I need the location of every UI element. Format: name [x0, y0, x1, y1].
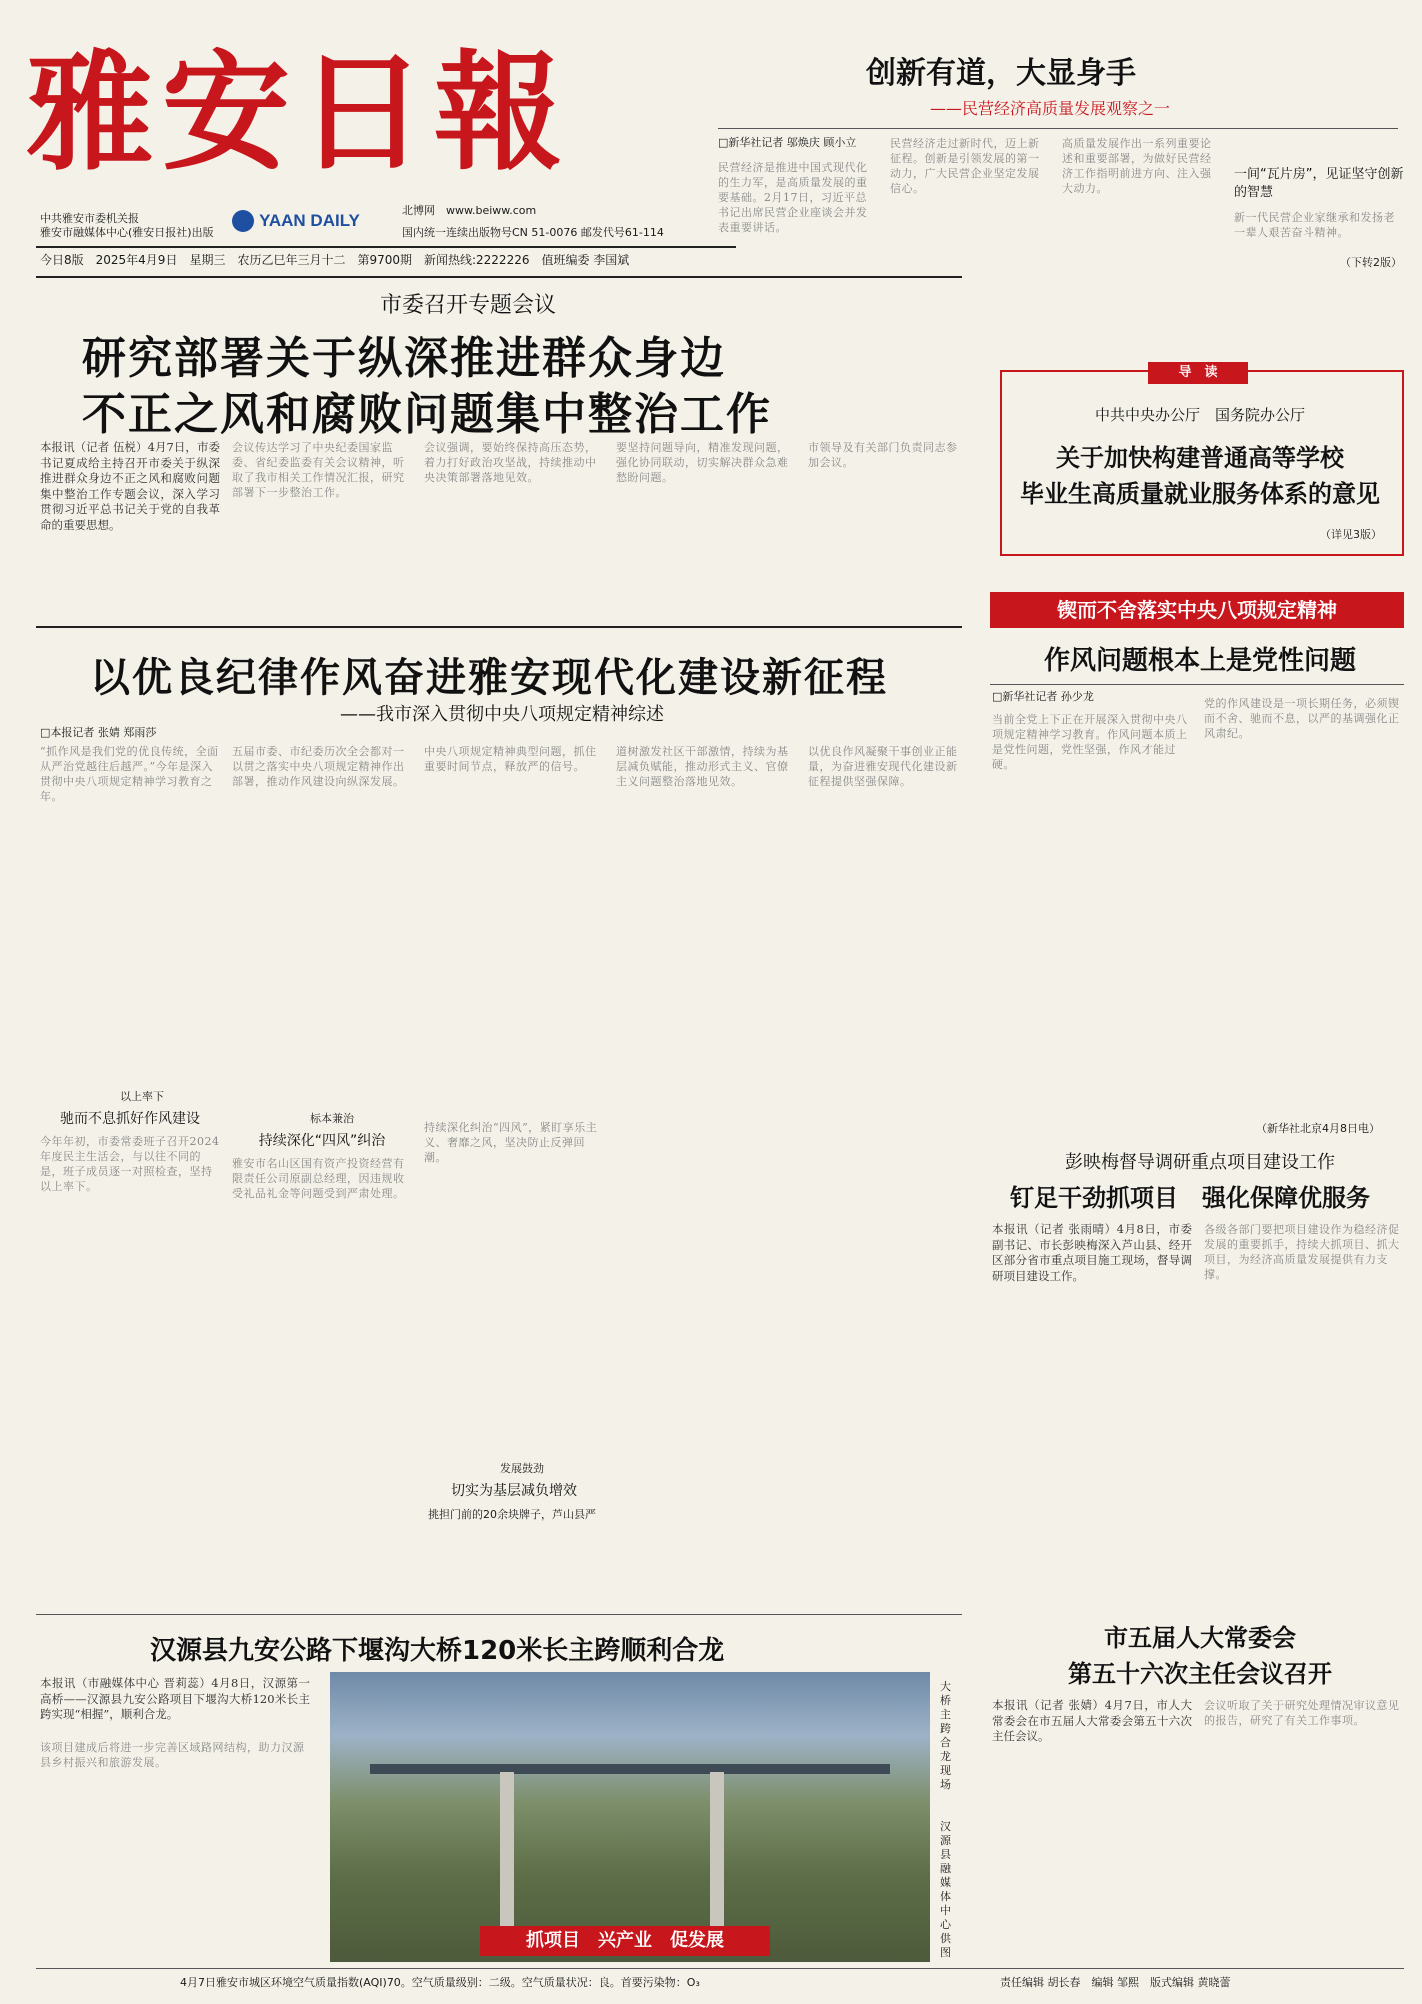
discipline-credit: （新华社北京4月8日电） — [1256, 1122, 1380, 1135]
story3-body: 各级各部门要把项目建设作为稳经济促发展的重要抓手，持续大抓项目、抓大项目，为经济高质量发展提供有力支撑。 — [1204, 1223, 1400, 1281]
section-rule — [36, 626, 962, 628]
story4-lead: 本报讯（市融媒体中心 晋莉蕊）4月8日，汉源第一高桥——汉源县九安公路项目下堰沟大桥120米长主跨实现“相握”，顺利合龙。 — [40, 1676, 310, 1721]
logo-mark-icon — [232, 210, 254, 232]
story5-body: 会议听取了关于研究处理情况审议意见的报告，研究了有关工作事项。 — [1204, 1699, 1400, 1727]
brand-logo — [232, 210, 392, 240]
guide-org: 中共中央办公厅 国务院办公厅 — [1094, 406, 1305, 424]
continue-note: （下转2版） — [1340, 256, 1402, 269]
bridge-photo — [330, 1672, 930, 1962]
story2-body: 五届市委、市纪委历次全会都对一以贯之落实中央八项规定精神作出部署，推动作风建设向纵深发展。 — [232, 745, 405, 788]
story2-byline: □本报记者 张婧 郑雨莎 — [40, 726, 157, 739]
story2-closing: 挑担门前的20余块牌子，芦山县严 — [428, 1508, 596, 1521]
lead-top-headline: 创新有道，大显身手 — [866, 56, 1136, 91]
story2-kicker: 标本兼治 — [310, 1112, 354, 1125]
guide-page-ref[interactable]: （详见3版） — [1320, 528, 1382, 541]
bridge-pier — [500, 1772, 514, 1942]
publisher-line: 中共雅安市委机关报 — [40, 212, 139, 225]
footer-rule — [36, 1968, 1404, 1969]
story1-body: 会议传达学习了中央纪委国家监委、省纪委监委有关会议精神，听取了我市相关工作情况汇报，研究部署下一步整治工作。 — [232, 441, 405, 499]
discipline-body: 党的作风建设是一项长期任务，必须锲而不舍、驰而不息，以严的基调强化正风肃纪。 — [1204, 697, 1400, 740]
story5-headline: 第五十六次主任会议召开 — [1068, 1660, 1332, 1688]
story2-body: 中央八项规定精神典型问题，抓住重要时间节点，释放严的信号。 — [424, 745, 597, 773]
lead-top-body: 新一代民营企业家继承和发扬老一辈人艰苦奋斗精神。 — [1234, 211, 1395, 239]
lead-top-subhead: ——民营经济高质量发展观察之一 — [930, 99, 1171, 118]
story2-body: 雅安市名山区国有资产投资经营有限责任公司原副总经理，因违规收受礼品礼金等问题受到严肃处理。 — [232, 1157, 405, 1200]
story1-body: 会议强调，要始终保持高压态势，着力打好政治攻坚战，持续推动中央决策部署落地见效。 — [424, 441, 597, 484]
story1-headline: 研究部署关于纵深推进群众身边 — [82, 333, 726, 384]
section-rule — [36, 276, 962, 278]
story2-body: 道树激发社区干部激情，持续为基层减负赋能，推动形式主义、官僚主义问题整治落地见效。 — [616, 745, 789, 788]
discipline-headline: 作风问题根本上是党性问题 — [1043, 646, 1356, 676]
story2-body: “抓作风是我们党的优良传统，全面从严治党越往后越严。”今年是深入贯彻中央八项规定精神学习教育之年。 — [40, 745, 219, 803]
masthead-rule — [36, 246, 736, 248]
story2-body: 以优良作风凝聚干事创业正能量，为奋进雅安现代化建设新征程提供坚强保障。 — [808, 745, 958, 788]
photo-banner: 抓项目 兴产业 促发展 — [480, 1926, 770, 1956]
story5-lead: 本报讯（记者 张婧）4月7日，市人大常委会在市五届人大常委会第五十六次主任会议。 — [992, 1698, 1192, 1743]
story2-kicker: 以上率下 — [120, 1090, 164, 1103]
story1-headline: 不正之风和腐败问题集中整治工作 — [82, 389, 772, 440]
story2-body: 今年年初，市委常委班子召开2024年度民主生活会，与以往不同的是，班子成员逐一对照检查，坚持以上率下。 — [40, 1135, 220, 1193]
guide-title: 关于加快构建普通高等学校 — [1056, 444, 1344, 472]
story3-headline: 钉足干劲抓项目 强化保障优服务 — [1010, 1184, 1370, 1212]
divider — [990, 684, 1404, 685]
story2-subhead: ——我市深入贯彻中央八项规定精神综述 — [340, 704, 664, 725]
masthead-title: 雅安日報 — [26, 38, 571, 188]
guide-label: 导 读 — [1148, 362, 1248, 384]
guide-title: 毕业生高质量就业服务体系的意见 — [1020, 480, 1380, 508]
story2-headline: 以优良纪律作风奋进雅安现代化建设新征程 — [90, 655, 888, 701]
site-link[interactable]: www.beiww.com — [446, 204, 537, 217]
photo-caption: 大桥主跨合龙现场 — [940, 1680, 951, 1791]
story3-lead: 本报讯（记者 张雨晴）4月8日，市委副书记、市长彭映梅深入芦山县、经开区部分省市重点项目施工现场，督导调研项目建设工作。 — [992, 1222, 1192, 1283]
brand-en: YAAN DAILY — [259, 211, 360, 230]
divider — [36, 1614, 962, 1615]
story2-subheading: 切实为基层减负增效 — [451, 1483, 577, 1499]
air-quality: 4月7日雅安市城区环境空气质量指数(AQI)70。空气质量级别：二级。空气质量状况：良。首要污染物：O₃ — [180, 1976, 700, 1989]
lead-top-body: 民营经济走过新时代，迈上新征程。创新是引领发展的第一动力，广大民营企业坚定发展信心。 — [890, 137, 1040, 195]
story4-headline: 汉源县九安公路下堰沟大桥120米长主跨顺利合龙 — [150, 1636, 725, 1666]
bridge-deck — [370, 1764, 890, 1774]
byline: □新华社记者 邬焕庆 顾小立 — [718, 136, 857, 149]
discipline-banner: 锲而不舍落实中央八项规定精神 — [990, 592, 1404, 628]
story2-kicker: 发展鼓劲 — [500, 1462, 544, 1475]
lead-top-body: 高质量发展作出一系列重要论述和重要部署，为做好民营经济工作指明前进方向、注入强大动力。 — [1062, 137, 1212, 195]
bridge-pier — [710, 1772, 724, 1942]
story1-body: 要坚持问题导向，精准发现问题，强化协同联动，切实解决群众急难愁盼问题。 — [616, 441, 789, 484]
editors: 责任编辑 胡长春 编辑 邹熙 版式编辑 黄晓蕾 — [1000, 1976, 1231, 1989]
story2-subheading: 驰而不息抓好作风建设 — [60, 1111, 200, 1127]
discipline-body: 当前全党上下正在开展深入贯彻中央八项规定精神学习教育。作风问题本质上是党性问题，党性坚强，作风才能过硬。 — [992, 713, 1188, 771]
lead-top-body: 民营经济是推进中国式现代化的生力军，是高质量发展的重要基础。2月17日，习近平总书记出席民营企业座谈会并发表重要讲话。 — [718, 161, 868, 234]
story4-body: 该项目建成后将进一步完善区域路网结构，助力汉源县乡村振兴和旅游发展。 — [40, 1741, 305, 1769]
divider — [718, 128, 1398, 129]
story2-subheading: 持续深化“四风”纠治 — [258, 1133, 386, 1149]
story3-pre: 彭映梅督导调研重点项目建设工作 — [1065, 1152, 1335, 1173]
story1-lead: 本报讯（记者 伍棁）4月7日，市委书记夏成给主持召开市委关于纵深推进群众身边不正之风和腐败问题集中整治工作专题会议，深入学习贯彻习近平总书记关于党的自我革命的重要思想。 — [40, 440, 220, 532]
publisher-line: 雅安市融媒体中心(雅安日报社)出版 — [40, 226, 214, 239]
date-line: 今日8版 2025年4月9日 星期三 农历乙巳年三月十二 第9700期 新闻热线:2222226 值班编委 李国斌 — [40, 253, 630, 267]
story1-body: 市领导及有关部门负责同志参加会议。 — [808, 441, 958, 469]
discipline-byline: □新华社记者 孙少龙 — [992, 690, 1094, 703]
story2-body: 持续深化纠治“四风”，紧盯享乐主义、奢靡之风，坚决防止反弹回潮。 — [424, 1121, 598, 1164]
issn-line: 国内统一连续出版物号CN 51-0076 邮发代号61-114 — [402, 226, 664, 239]
lead-top-sidebar-title: 一间“瓦片房”，见证坚守创新的智慧 — [1234, 167, 1404, 200]
photo-credit: 汉源县融媒体中心供图 — [940, 1820, 951, 1959]
story5-headline: 市五届人大常委会 — [1104, 1624, 1296, 1652]
story1-kicker: 市委召开专题会议 — [380, 293, 557, 318]
url-line: 北博网 www.beiww.com — [402, 204, 537, 217]
